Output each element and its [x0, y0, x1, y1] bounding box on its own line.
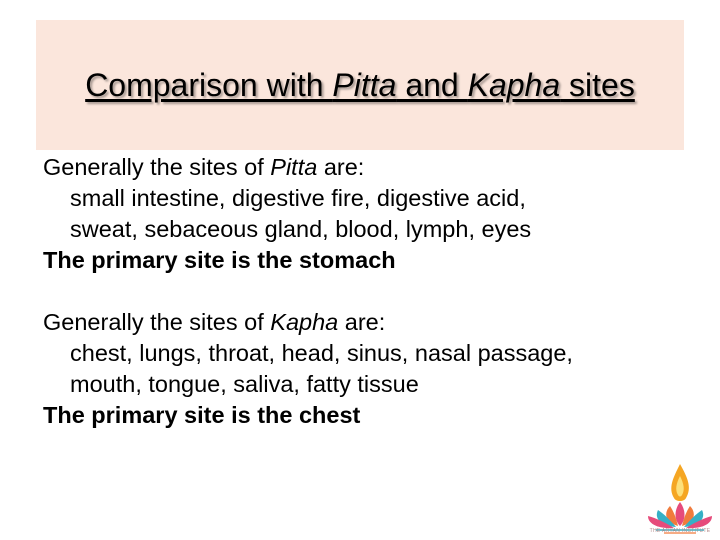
title-pitta: Pitta — [332, 67, 397, 103]
pitta-list-line-1: small intestine, digestive fire, digestive acid, — [70, 185, 526, 211]
logo-caption: THE ARYAN INSTITUTE — [649, 528, 711, 534]
title-part-1: Comparison with — [85, 67, 333, 103]
title-kapha: Kapha — [467, 67, 561, 103]
pitta-list-line-2: sweat, sebaceous gland, blood, lymph, eyes — [70, 216, 532, 242]
slide-title — [60, 64, 660, 106]
pitta-intro — [43, 152, 693, 183]
pitta-intro-suffix: are: — [317, 154, 365, 180]
title-banner — [36, 20, 684, 150]
pitta-primary-site: The primary site is the stomach — [43, 247, 396, 273]
kapha-intro-suffix: are: — [338, 309, 386, 335]
kapha-term: Kapha — [270, 309, 339, 335]
slide-body — [43, 152, 693, 431]
pitta-term: Pitta — [270, 154, 318, 180]
kapha-list-line-1: chest, lungs, throat, head, sinus, nasal passage, — [70, 340, 573, 366]
title-part-2: and — [396, 67, 468, 103]
pitta-intro-prefix: Generally the sites of — [43, 154, 271, 180]
kapha-intro — [43, 307, 693, 338]
kapha-intro-prefix: Generally the sites of — [43, 309, 271, 335]
kapha-list-line-2: mouth, tongue, saliva, fatty tissue — [70, 371, 419, 397]
title-part-3: sites — [560, 67, 635, 103]
kapha-primary-site: The primary site is the chest — [43, 402, 361, 428]
section-spacer — [43, 276, 693, 307]
